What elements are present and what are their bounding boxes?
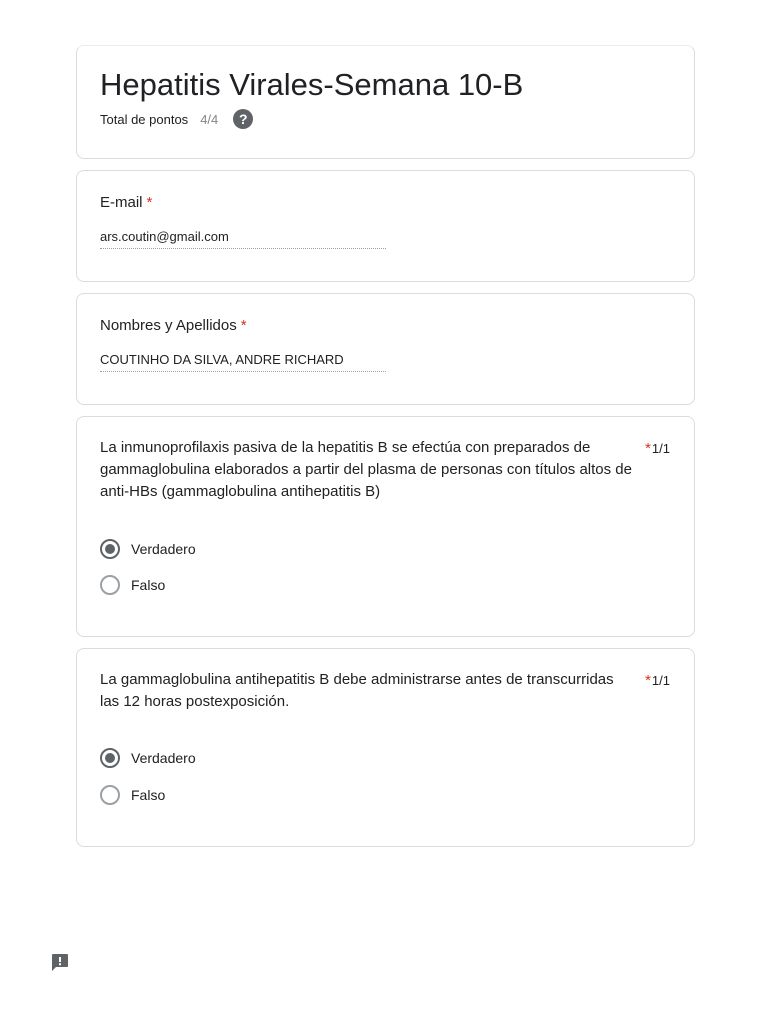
question-score-value: 1/1 xyxy=(651,673,670,688)
email-card xyxy=(76,170,695,282)
email-label-row xyxy=(100,193,152,213)
question-card-2 xyxy=(76,648,695,847)
report-feedback-icon[interactable] xyxy=(49,951,71,973)
option-label: Verdadero xyxy=(131,750,196,766)
option-label: Falso xyxy=(131,577,166,593)
required-asterisk: * xyxy=(645,440,651,457)
question-score xyxy=(645,439,670,459)
option-label: Verdadero xyxy=(131,541,196,557)
required-asterisk: * xyxy=(240,317,247,334)
option-label: Falso xyxy=(131,787,166,803)
name-card xyxy=(76,293,695,405)
radio-checked-icon[interactable] xyxy=(100,748,120,768)
name-label: Nombres y Apellidos xyxy=(100,317,237,334)
total-score-value: 4/4 xyxy=(200,111,219,127)
radio-unchecked-icon[interactable] xyxy=(100,575,120,595)
radio-unchecked-icon[interactable] xyxy=(100,785,120,805)
option-verdadero[interactable] xyxy=(100,538,196,560)
name-label-row xyxy=(100,316,247,336)
required-asterisk: * xyxy=(645,672,651,689)
name-field: COUTINHO DA SILVA, ANDRE RICHARD xyxy=(100,351,386,372)
option-falso[interactable] xyxy=(100,574,165,596)
report-feedback-glyph xyxy=(50,952,70,972)
question-score xyxy=(645,671,670,691)
radio-checked-icon[interactable] xyxy=(100,539,120,559)
email-field: ars.coutin@gmail.com xyxy=(100,228,386,249)
question-score-value: 1/1 xyxy=(651,441,670,456)
question-text: La gammaglobulina antihepatitis B debe administrarse antes de transcurridas las 12 horas postexposición. xyxy=(100,671,614,710)
required-asterisk: * xyxy=(146,194,153,211)
question-text: La inmunoprofilaxis pasiva de la hepatitis B se efectúa con preparados de gammaglobulina elaborados a partir del plasma de personas con títulos altos de anti-HBs (gammaglobulina antihepatitis B) xyxy=(100,439,632,500)
form-title: Hepatitis Virales-Semana 10-B xyxy=(100,67,524,102)
option-falso[interactable] xyxy=(100,784,165,806)
total-score-row xyxy=(100,108,253,130)
question-mark-icon[interactable]: ? xyxy=(233,109,253,129)
question-card-1 xyxy=(76,416,695,637)
option-verdadero[interactable] xyxy=(100,747,196,769)
form-header-card xyxy=(76,45,695,159)
total-score-label: Total de pontos xyxy=(100,111,189,127)
email-label: E-mail xyxy=(100,194,143,211)
